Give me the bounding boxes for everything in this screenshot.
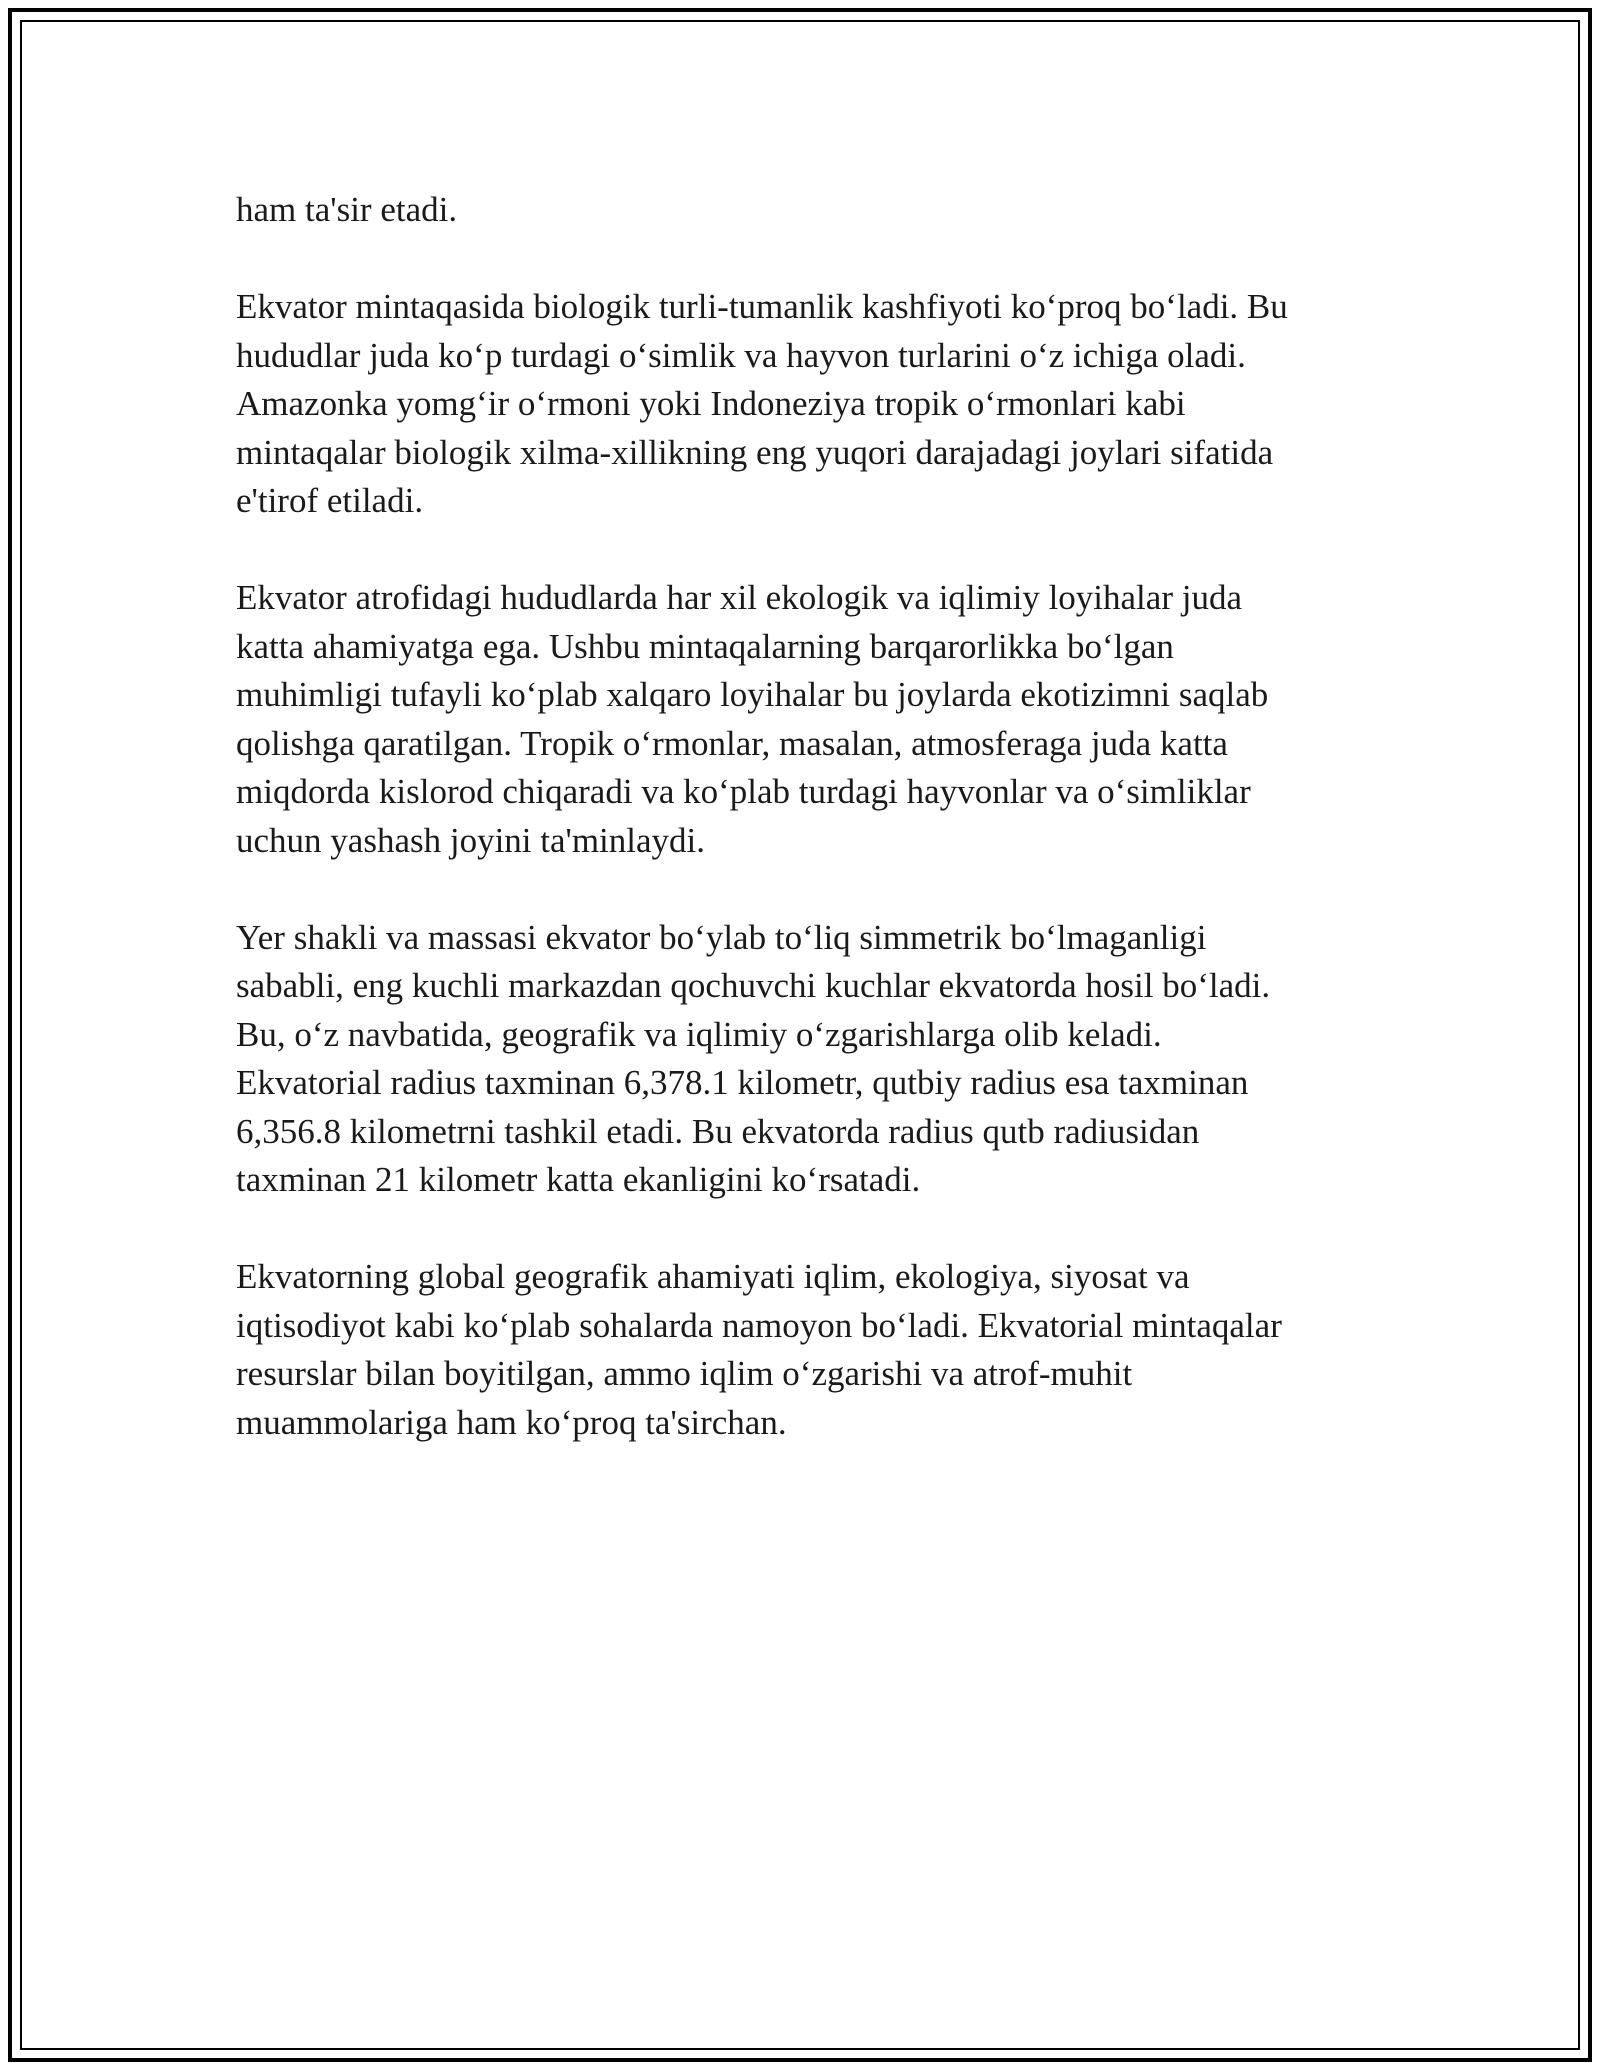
document-body (236, 186, 1366, 1496)
paragraph-earth-shape: Yer shakli va massasi ekvator bo‘ylab to‘liq simmetrik bo‘lmaganligi sababli, eng kuchli markazdan qochuvchi kuchlar ekvatorda hosil bo‘ladi. Bu, o‘z navbatida, geografik va iqlimiy o‘zgarishlarga olib keladi. Ekvatorial radius taxminan 6,378.1 kilometr, qutbiy radius esa taxminan 6,356.8 kilometrni tashkil etadi. Bu ekvatorda radius qutb radiusidan taxminan 21 kilometr katta ekanligini ko‘rsatadi. (236, 917, 1271, 1199)
paragraph-continuation: ham ta'sir etadi. (236, 190, 458, 229)
paragraph-biodiversity: Ekvator mintaqasida biologik turli-tumanlik kashfiyoti ko‘proq bo‘ladi. Bu hududlar juda ko‘p turdagi o‘simlik va hayvon turlarini o‘z ichiga oladi. Amazonka yomg‘ir o‘rmoni yoki Indoneziya tropik o‘rmonlari kabi mintaqalar biologik xilma-xillikning eng yuqori darajadagi joylari sifatida e'tirof etiladi. (236, 287, 1288, 520)
paragraph-global-significance: Ekvatorning global geografik ahamiyati iqlim, ekologiya, siyosat va iqtisodiyot kabi ko‘plab sohalarda namoyon bo‘ladi. Ekvatorial mintaqalar resurslar bilan boyitilgan, ammo iqlim o‘zgarishi va atrof-muhit muammolariga ham ko‘proq ta'sirchan. (236, 1257, 1282, 1442)
paragraph-ecological-projects: Ekvator atrofidagi hududlarda har xil ekologik va iqlimiy loyihalar juda katta ahamiyatga ega. Ushbu mintaqalarning barqarorlikka bo‘lgan muhimligi tufayli ko‘plab xalqaro loyihalar bu joylarda ekotizimni saqlab qolishga qaratilgan. Tropik o‘rmonlar, masalan, atmosferaga juda katta miqdorda kislorod chiqaradi va ko‘plab turdagi hayvonlar va o‘simliklar uchun yashash joyini ta'minlaydi. (236, 578, 1269, 860)
